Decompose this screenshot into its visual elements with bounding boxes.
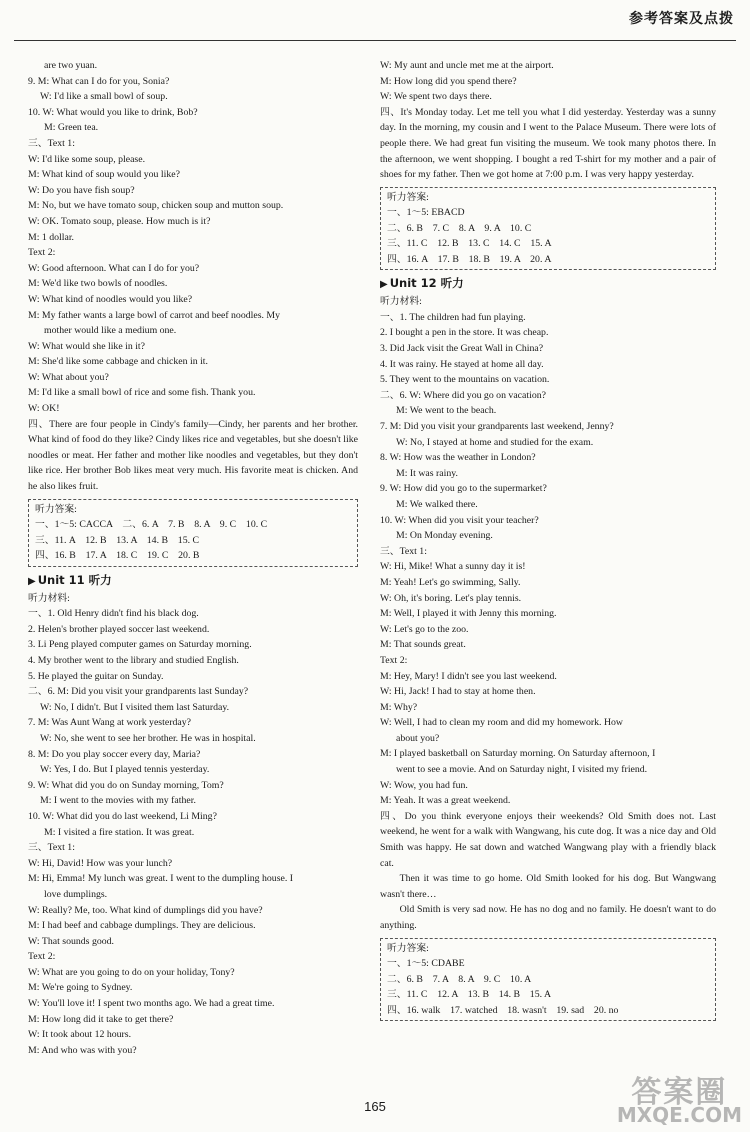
unit-12-text xyxy=(380,294,716,933)
text-line: M: Well, I played it with Jenny this morning. xyxy=(380,608,557,620)
text-line: 4. My brother went to the library and studied English. xyxy=(28,655,239,666)
text-line: 一、1. The children had fun playing. xyxy=(380,311,526,323)
text-line: M: We'd like two bowls of noodles. xyxy=(28,278,168,290)
text-line: W: What would she like in it? xyxy=(28,340,145,352)
text-line: 5. They went to the mountains on vacation. xyxy=(380,374,550,386)
text-line: 四、16. A 17. B 18. B 19. A 20. A xyxy=(387,253,552,265)
answer-box xyxy=(380,187,716,271)
text-line: 10. W: What did you do last weekend, Li Ming? xyxy=(28,810,217,822)
text-line: W: What are you going to do on your holiday, Tony? xyxy=(28,966,235,978)
text-line: M: How long did you spend there? xyxy=(380,75,517,87)
text-line: M: Hey, Mary! I didn't see you last weekend. xyxy=(380,670,557,682)
text-line: M: Yeah. It was a great weekend. xyxy=(380,795,511,807)
text-line: W: It took about 12 hours. xyxy=(28,1029,132,1041)
text-line: M: Why? xyxy=(380,701,418,713)
text-line: 7. M: Did you visit your grandparents last weekend, Jenny? xyxy=(380,421,614,432)
text-line: Then it was time to go home. Old Smith looked for his dog. But Wangwang wasn't there… xyxy=(380,873,716,900)
text-line: 9. M: What can I do for you, Sonia? xyxy=(28,75,170,87)
text-line: M: On Monday evening. xyxy=(396,530,493,542)
text-line: W: Hi, Mike! What a sunny day it is! xyxy=(380,561,526,573)
text-line: 三、Text 1: xyxy=(28,137,75,149)
text-line: W: No, she went to see her brother. He was in hospital. xyxy=(40,732,256,744)
text-line: 一、1～5: EBACD xyxy=(387,207,465,219)
right-column xyxy=(380,58,716,1025)
text-line: 4. It was rainy. He stayed at home all day. xyxy=(380,358,544,370)
text-line: 2. I bought a pen in the store. It was cheap. xyxy=(380,327,549,339)
text-line: M: I went to the movies with my father. xyxy=(40,795,196,807)
text-line: M: We walked there. xyxy=(396,498,478,510)
text-line: 听力答案: xyxy=(387,942,429,954)
left-text xyxy=(28,58,358,495)
text-line: 9. W: What did you do on Sunday morning, Tom? xyxy=(28,779,224,791)
text-line: 8. M: Do you play soccer every day, Maria? xyxy=(28,748,201,760)
text-line: 三、11. C 12. B 13. C 14. C 15. A xyxy=(387,238,552,250)
text-line: 9. W: How did you go to the supermarket? xyxy=(380,483,547,495)
text-line: 四、Do you think everyone enjoys their weekends? Old Smith does not. Last weekend, he went for a walk with Wangwang, his cute dog. It was a nice day and Old Smith was happy. He sat down and watched Wangwang play with a friendly black cat. xyxy=(380,810,716,869)
text-line: W: Really? Me, too. What kind of dumplings did you have? xyxy=(28,904,263,916)
text-line: 三、11. C 12. A 13. B 14. B 15. A xyxy=(387,989,552,1001)
watermark-logo: 答案圈 MXQE.COM xyxy=(616,1075,742,1127)
text-line: 四、There are four people in Cindy's family—Cindy, her parents and her brother. What kind of food do they like? Cindy likes rice and vegetables, but she doesn't like noodles or meat. Her father and mother like noodles and vegetables, but they don't like rice. Her brother Bob likes meat very much. His favorite meat is chicken. And he also likes fruit. xyxy=(28,418,358,493)
text-line: are two yuan. xyxy=(44,60,98,71)
unit-12-heading: ▶ Unit 12 听力 xyxy=(380,276,464,291)
text-line: 二、6. M: Did you visit your grandparents last Sunday? xyxy=(28,686,249,698)
text-line: M: Hi, Emma! My lunch was great. I went to the dumpling house. I xyxy=(28,873,294,885)
text-line: M: That sounds great. xyxy=(380,639,466,651)
page-header: 参考答案及点拨 xyxy=(629,11,734,27)
text-line: M: 1 dollar. xyxy=(28,231,74,243)
text-line: 8. W: How was the weather in London? xyxy=(380,452,536,464)
text-line: W: That sounds good. xyxy=(28,935,114,947)
text-line: went to see a movie. And on Saturday night, I visited my friend. xyxy=(396,764,648,776)
unit-11-heading: ▶ Unit 11 听力 xyxy=(28,572,112,587)
text-line: 10. W: When did you visit your teacher? xyxy=(380,514,539,526)
text-line: M: We went to the beach. xyxy=(396,405,497,417)
text-line: M: Green tea. xyxy=(44,122,99,134)
text-line: W: You'll love it! I spent two months ago. We had a great time. xyxy=(28,998,275,1010)
page-number: 165 xyxy=(364,1099,386,1114)
text-line: Text 2: xyxy=(380,654,408,666)
text-line: W: Good afternoon. What can I do for you? xyxy=(28,262,200,274)
text-line: M: What kind of soup would you like? xyxy=(28,169,180,181)
text-line: 四、It's Monday today. Let me tell you what I did yesterday. Yesterday was a sunny day. In the morning, my cousin and I went to the Palace Museum. There were lots of people there. We had great fun visiting the museum. We took many photos there. In the afternoon, we went shopping. I bought a red T-shirt for my mother and a pair of shoes for my father. Then we got home at 7:00 p.m. I was very happy yesterday. xyxy=(380,106,716,181)
text-line: W: Well, I had to clean my room and did my homework. How xyxy=(380,717,623,729)
text-line: W: What about you? xyxy=(28,371,109,383)
text-line: W: Wow, you had fun. xyxy=(380,779,468,791)
text-line: 一、1. Old Henry didn't find his black dog. xyxy=(28,608,199,620)
text-line: Text 2: xyxy=(28,951,56,963)
text-line: W: Hi, David! How was your lunch? xyxy=(28,857,173,869)
text-line: 听力材料: xyxy=(28,592,70,604)
text-line: M: I'd like a small bowl of rice and some fish. Thank you. xyxy=(28,387,256,399)
text-line: 二、6. B 7. A 8. A 9. C 10. A xyxy=(387,973,532,985)
text-line: love dumplings. xyxy=(44,888,108,900)
text-line: Old Smith is very sad now. He has no dog and no family. He doesn't want to do anything. xyxy=(380,904,716,931)
text-line: mother would like a medium one. xyxy=(44,325,177,337)
text-line: 一、1～5: CACCA 二、6. A 7. B 8. A 9. C 10. C xyxy=(35,519,268,531)
text-line: M: Yeah! Let's go swimming, Sally. xyxy=(380,576,521,588)
text-line: Text 2: xyxy=(28,247,56,259)
text-line: W: Hi, Jack! I had to stay at home then. xyxy=(380,686,536,698)
text-line: W: I'd like a small bowl of soup. xyxy=(40,91,168,103)
unit-11-text xyxy=(28,591,358,1059)
triangle-icon: ▶ xyxy=(28,575,36,587)
text-line: M: How long did it take to get there? xyxy=(28,1013,174,1025)
text-line: M: We're going to Sydney. xyxy=(28,982,133,994)
text-line: W: Oh, it's boring. Let's play tennis. xyxy=(380,592,522,604)
text-line: 3. Did Jack visit the Great Wall in China? xyxy=(380,343,544,355)
answer-box xyxy=(380,938,716,1022)
text-line: 二、6. W: Where did you go on vacation? xyxy=(380,389,546,401)
text-line: W: No, I didn't. But I visited them last Saturday. xyxy=(40,701,230,713)
text-line: M: My father wants a large bowl of carrot and beef noodles. My xyxy=(28,309,281,321)
header-rule xyxy=(14,40,736,41)
text-line: M: I visited a fire station. It was great. xyxy=(44,826,195,838)
text-line: about you? xyxy=(396,732,440,744)
text-line: M: She'd like some cabbage and chicken in it. xyxy=(28,356,208,368)
text-line: 7. M: Was Aunt Wang at work yesterday? xyxy=(28,717,191,729)
text-line: 三、11. A 12. B 13. A 14. B 15. C xyxy=(35,534,200,546)
text-line: W: Let's go to the zoo. xyxy=(380,623,469,635)
text-line: W: Do you have fish soup? xyxy=(28,184,135,196)
text-line: M: And who was with you? xyxy=(28,1044,137,1056)
text-line: M: It was rainy. xyxy=(396,467,458,479)
text-line: W: OK! xyxy=(28,403,60,415)
text-line: 二、6. B 7. C 8. A 9. A 10. C xyxy=(387,222,532,234)
text-line: 一、1～5: CDABE xyxy=(387,958,465,970)
text-line: W: We spent two days there. xyxy=(380,91,492,103)
text-line: 10. W: What would you like to drink, Bob? xyxy=(28,106,198,118)
text-line: W: My aunt and uncle met me at the airport. xyxy=(380,60,554,71)
text-line: 2. Helen's brother played soccer last weekend. xyxy=(28,623,210,635)
text-line: 听力材料: xyxy=(380,296,422,308)
triangle-icon: ▶ xyxy=(380,279,388,291)
text-line: W: No, I stayed at home and studied for the exam. xyxy=(396,436,594,448)
text-line: 5. He played the guitar on Sunday. xyxy=(28,670,164,682)
text-line: 三、Text 1: xyxy=(380,545,427,557)
left-column xyxy=(28,58,358,1058)
text-line: W: Yes, I do. But I played tennis yesterday. xyxy=(40,764,210,776)
text-line: W: OK. Tomato soup, please. How much is it? xyxy=(28,215,211,227)
text-line: W: I'd like some soup, please. xyxy=(28,153,146,165)
text-line: 3. Li Peng played computer games on Saturday morning. xyxy=(28,639,252,651)
text-line: M: No, but we have tomato soup, chicken soup and mutton soup. xyxy=(28,200,284,212)
text-line: 四、16. walk 17. watched 18. wasn't 19. sad 20. no xyxy=(387,1004,619,1016)
text-line: W: What kind of noodles would you like? xyxy=(28,293,193,305)
right-text xyxy=(380,58,716,183)
text-line: M: I had beef and cabbage dumplings. They are delicious. xyxy=(28,920,256,932)
text-line: 三、Text 1: xyxy=(28,842,75,854)
text-line: M: I played basketball on Saturday morning. On Saturday afternoon, I xyxy=(380,748,656,760)
text-line: 听力答案: xyxy=(387,191,429,203)
text-line: 四、16. B 17. A 18. C 19. C 20. B xyxy=(35,550,200,562)
text-line: 听力答案: xyxy=(35,503,77,515)
answer-box xyxy=(28,499,358,567)
